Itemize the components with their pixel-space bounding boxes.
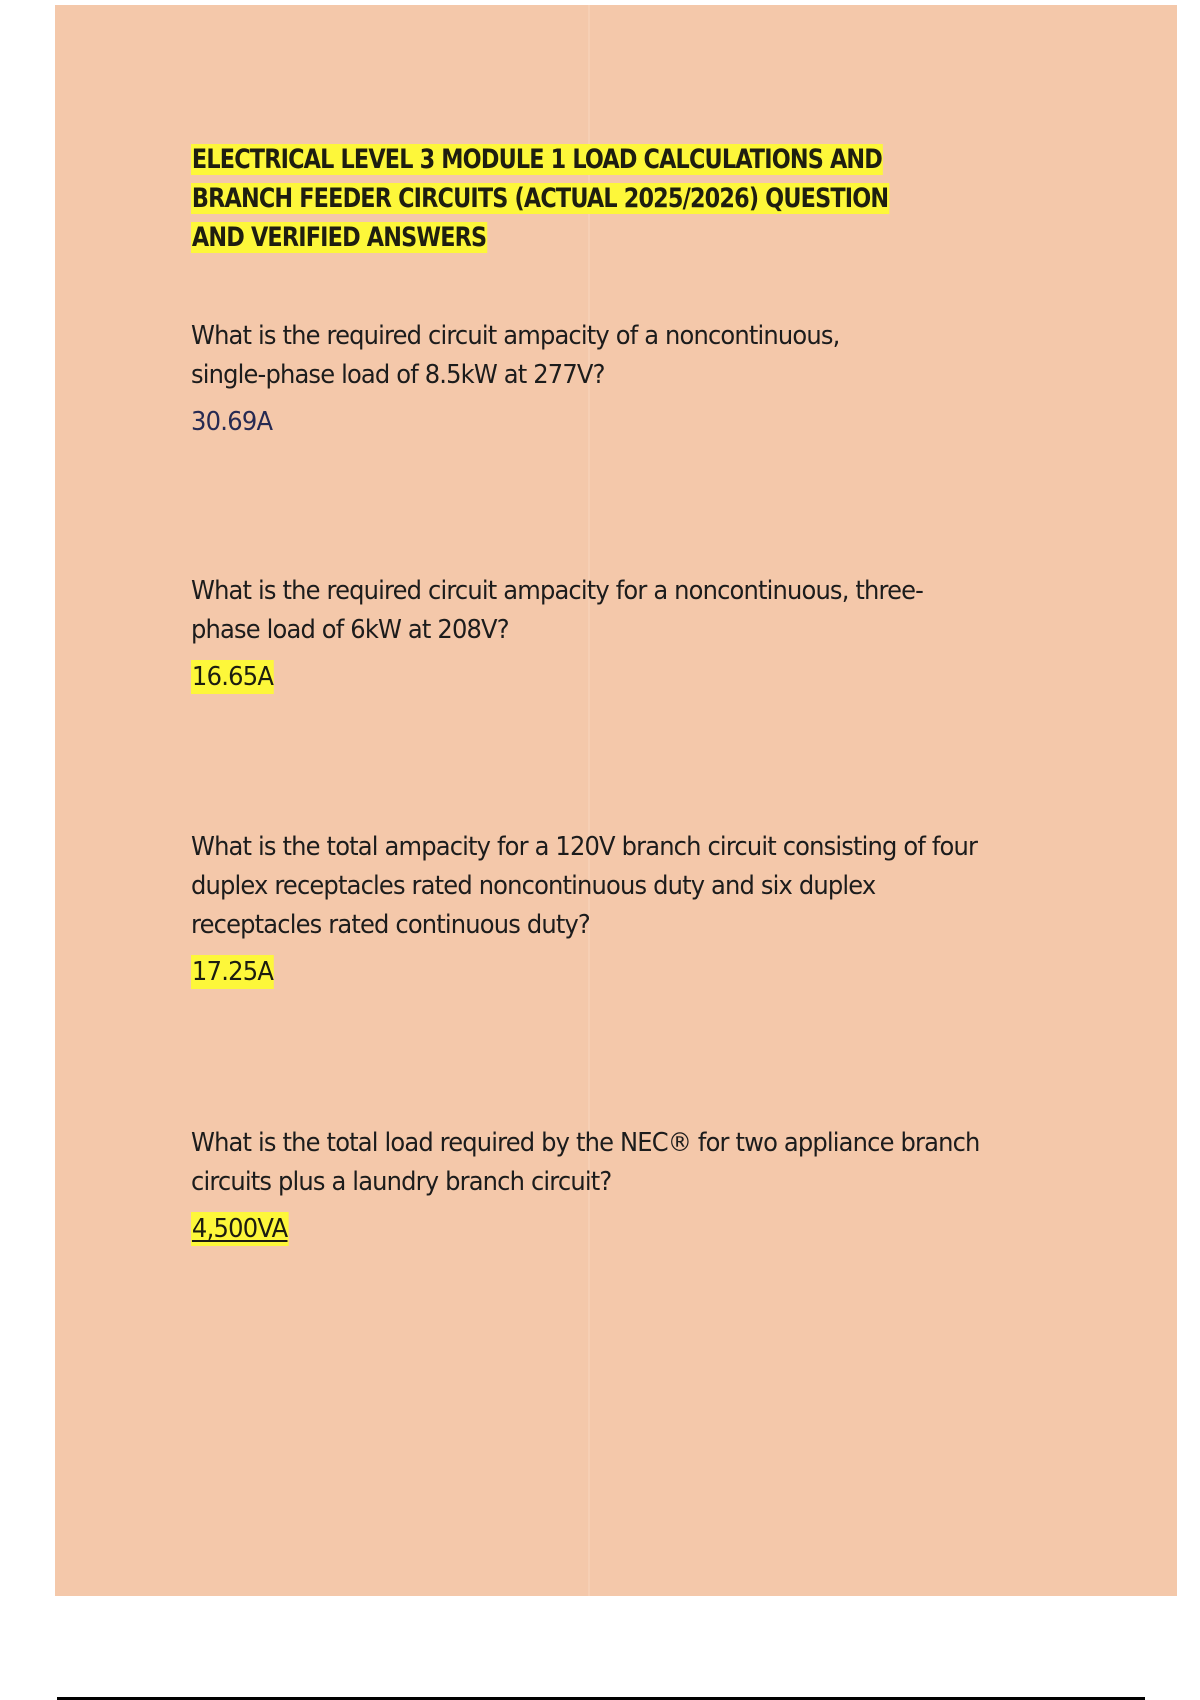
- qa-item-2: [191, 572, 1091, 694]
- title-line-3: AND VERIFIED ANSWERS: [191, 222, 487, 253]
- answer-text: 17.25A: [191, 957, 274, 987]
- answer-text: 30.69A: [191, 407, 273, 437]
- title-line-2: BRANCH FEEDER CIRCUITS (ACTUAL 2025/2026) QUESTION: [191, 183, 889, 214]
- question-text: What is the required circuit ampacity of a noncontinuous, single-phase load of 8.5kW at 277V?: [191, 321, 840, 390]
- qa-item-1: [191, 317, 1091, 439]
- question-text: What is the total ampacity for a 120V branch circuit consisting of four duplex receptacles rated noncontinuous duty and six duplex receptacles rated continuous duty?: [191, 832, 978, 940]
- qa-item-3: [191, 828, 1091, 989]
- question-text: What is the total load required by the NEC® for two appliance branch circuits plus a laundry branch circuit?: [191, 1128, 980, 1197]
- answer-text: 16.65A: [191, 662, 274, 692]
- document-content: [191, 140, 1051, 1244]
- qa-item-4: [191, 1124, 1091, 1246]
- title-line-1: ELECTRICAL LEVEL 3 MODULE 1 LOAD CALCULATIONS AND: [191, 144, 883, 175]
- answer-text: 4,500VA: [191, 1214, 288, 1244]
- question-text: What is the required circuit ampacity for a noncontinuous, three-phase load of 6kW at 208V?: [191, 576, 924, 645]
- document-title: [191, 140, 1051, 257]
